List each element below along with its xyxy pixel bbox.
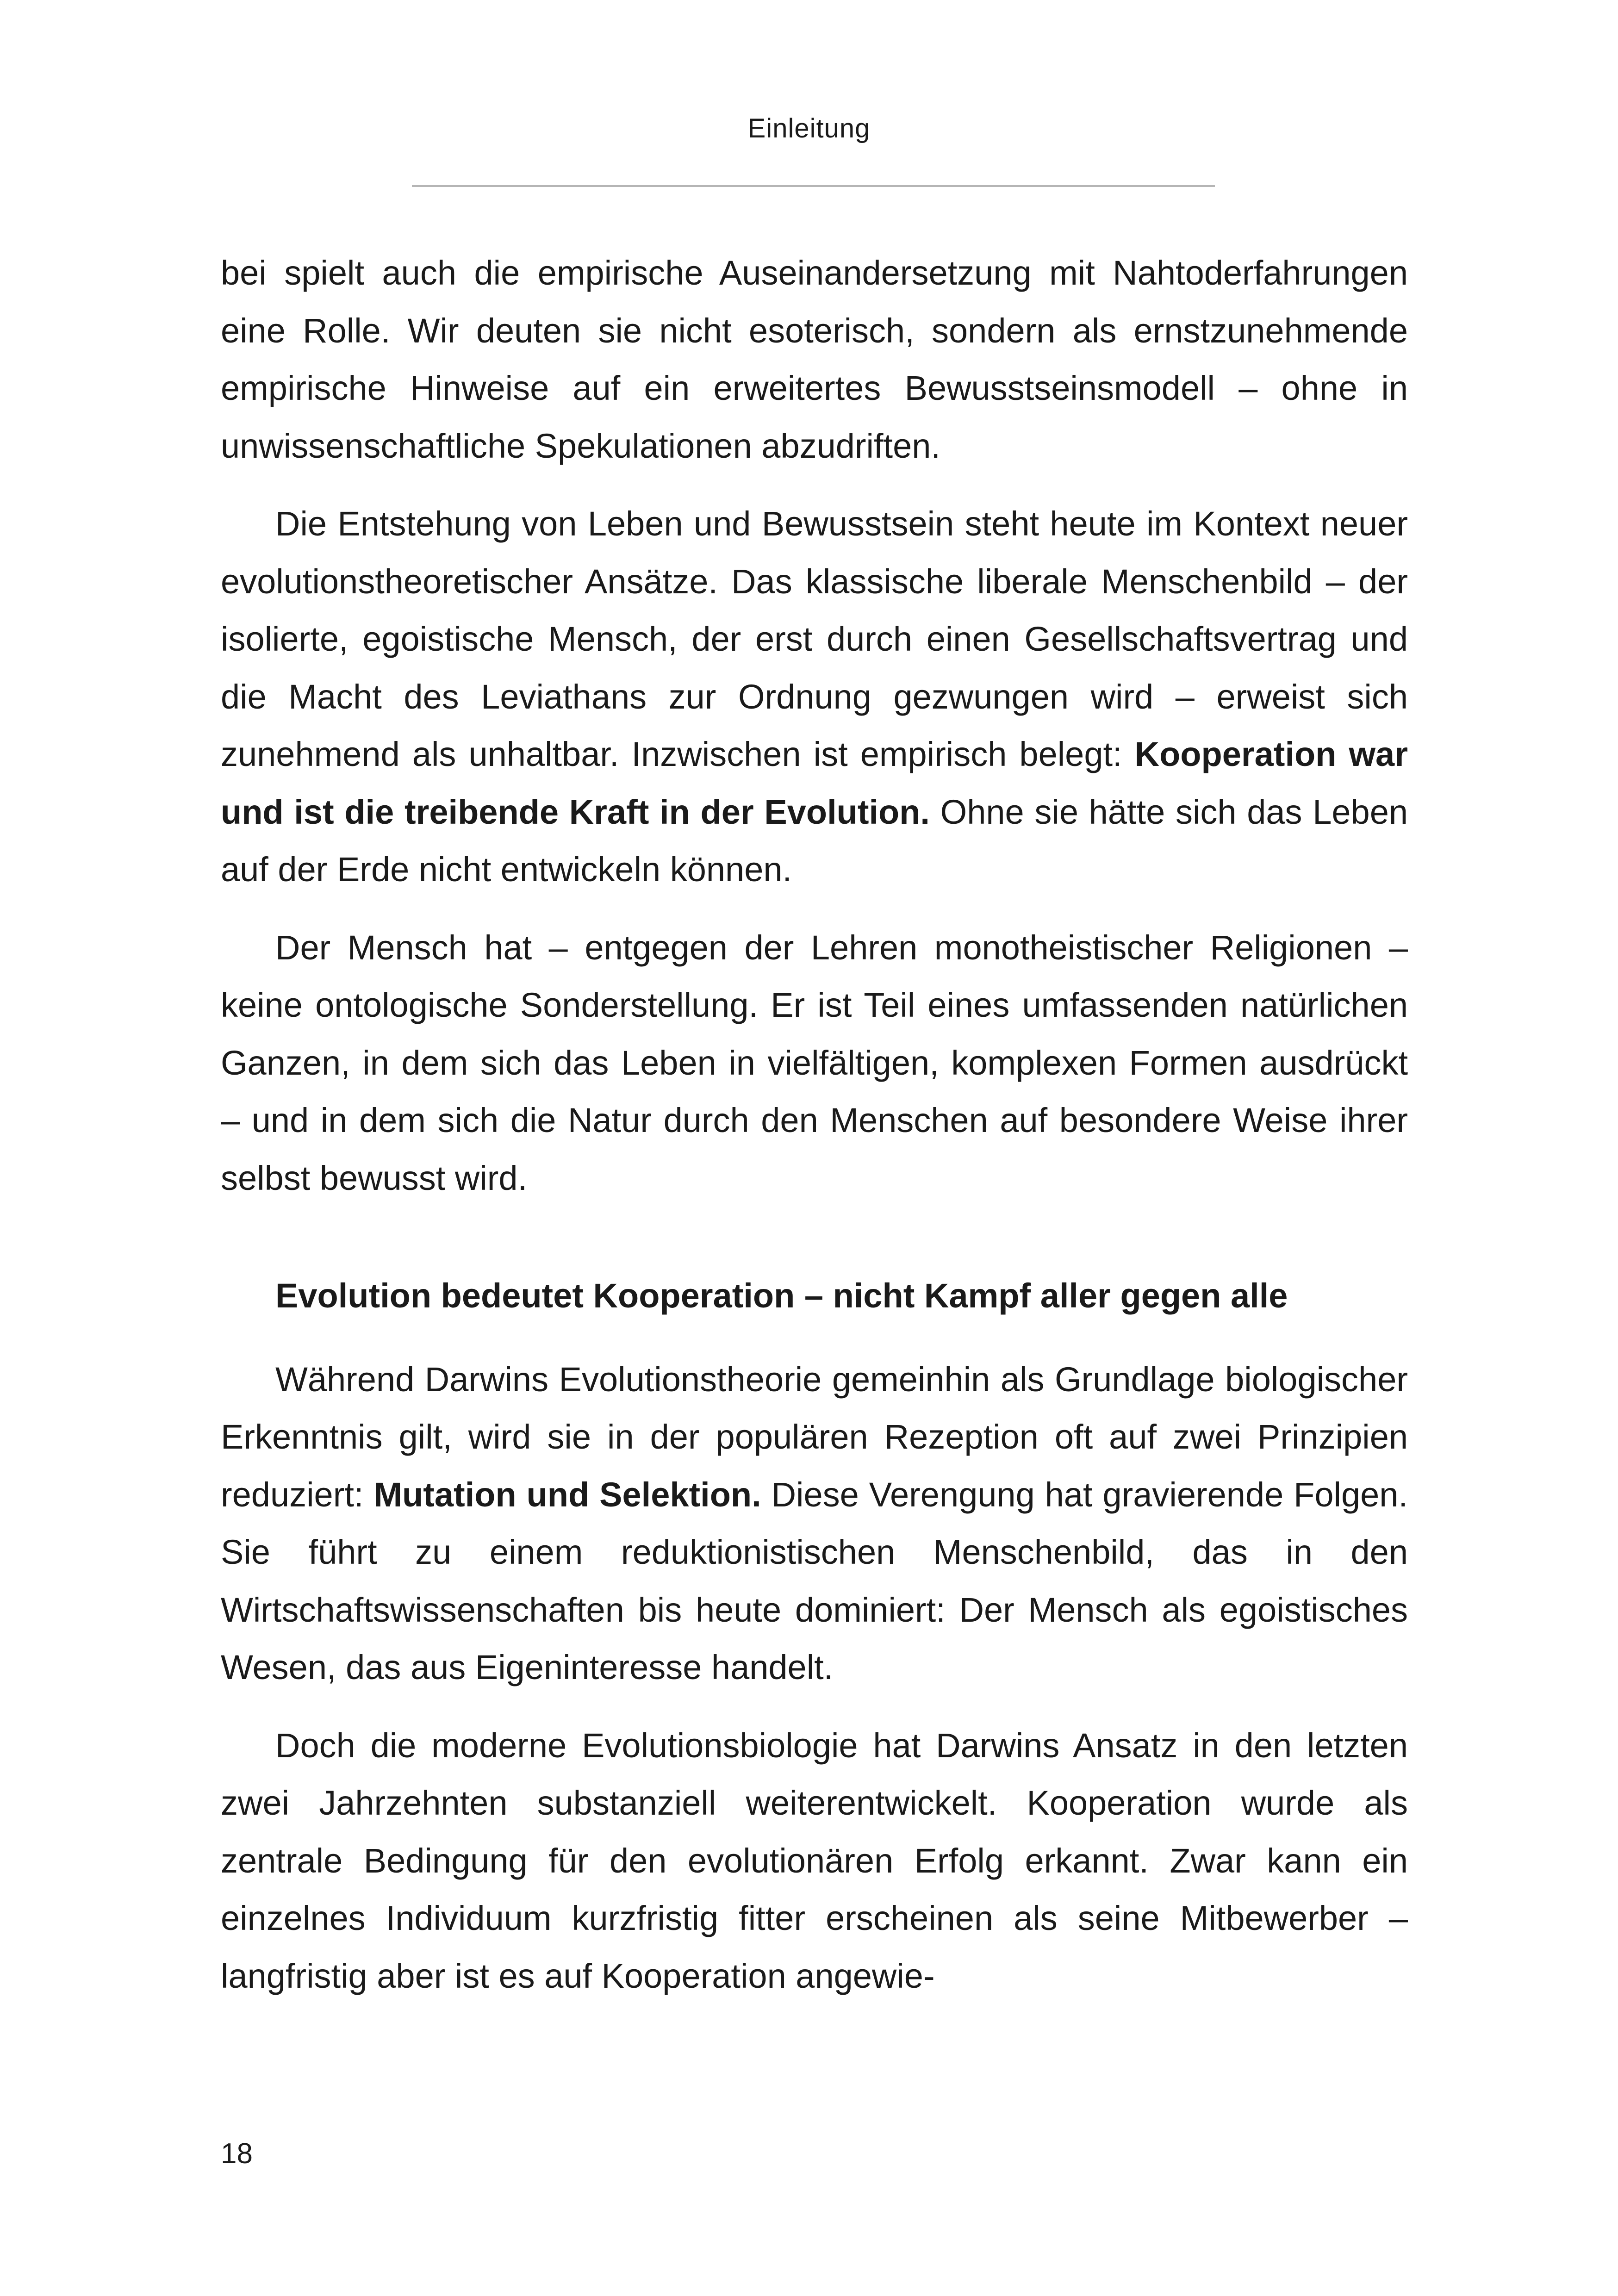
emphasis-text: Kooperation war und ist die treibende Kraft in der Evolution. (221, 735, 1408, 831)
running-header: Einleitung (747, 113, 871, 143)
header-divider (412, 185, 1215, 187)
paragraph-human-place (221, 919, 1408, 1207)
body-text (221, 244, 1408, 2005)
paragraph-cooperation (221, 495, 1408, 899)
emphasis-text: Mutation und Selektion. (373, 1475, 761, 1514)
paragraph-text: Doch die moderne Evolutionsbiologie hat Darwins Ansatz in den letzten zwei Jahrzehnten substanziell weiterentwickelt. Kooperation wurde als zentrale Bedingung für den evolutionären Erfolg erkannt. Zwar kann ein einzelnes Individuum kurzfristig fitter erscheinen als seine Mitbewerber – langfristig aber ist es auf Kooperation angewie- (221, 1726, 1408, 1995)
paragraph-text: Der Mensch hat – entgegen der Lehren monotheistischer Religionen – keine ontologische Sonderstellung. Er ist Teil eines umfassenden natürlichen Ganzen, in dem sich das Leben in vielfältigen, komplexen Formen ausdrückt – und in dem sich die Natur durch den Menschen auf besondere Weise ihrer selbst bewusst wird. (221, 928, 1408, 1197)
paragraph-continued (221, 244, 1408, 475)
section-heading: Evolution bedeutet Kooperation – nicht Kampf aller gegen alle (275, 1276, 1288, 1315)
paragraph-text: Während Darwins Evolutionstheorie gemeinhin als Grundlage biologischer Erkenntnis gilt, wird sie in der populären Rezeption oft auf zwei Prinzipien reduziert: (221, 1360, 1408, 1514)
paragraph-text: Ohne sie hätte sich das Leben auf der Erde nicht entwickeln können. (221, 792, 1408, 889)
paragraph-text: Diese Verengung hat gravierende Folgen. Sie führt zu einem reduktionistischen Menschenbild, das in den Wirtschaftswissenschaften bis heute dominiert: Der Mensch als egoistisches Wesen, das aus Eigeninteresse handelt. (221, 1475, 1408, 1686)
paragraph-text: Die Entstehung von Leben und Bewusstsein steht heute im Kontext neuer evolutionstheoretischer Ansätze. Das klassische liberale Menschenbild – der isolierte, egoistische Mensch, der erst durch einen Gesellschaftsvertrag und die Macht des Leviathans zur Ordnung gezwungen wird – erweist sich zunehmend als unhaltbar. Inzwischen ist empirisch belegt: (221, 504, 1408, 773)
paragraph-text: bei spielt auch die empirische Auseinandersetzung mit Nahtoderfahrungen eine Rolle. Wir deuten sie nicht esoterisch, sondern als ernstzunehmende empirische Hinweise auf ein erweitertes Bewusstseinsmodell – ohne in unwissenschaftliche Spekulationen abzudriften. (221, 254, 1408, 465)
paragraph-modern-biology (221, 1717, 1408, 2005)
page-number: 18 (221, 2138, 253, 2170)
paragraph-darwin (221, 1351, 1408, 1697)
